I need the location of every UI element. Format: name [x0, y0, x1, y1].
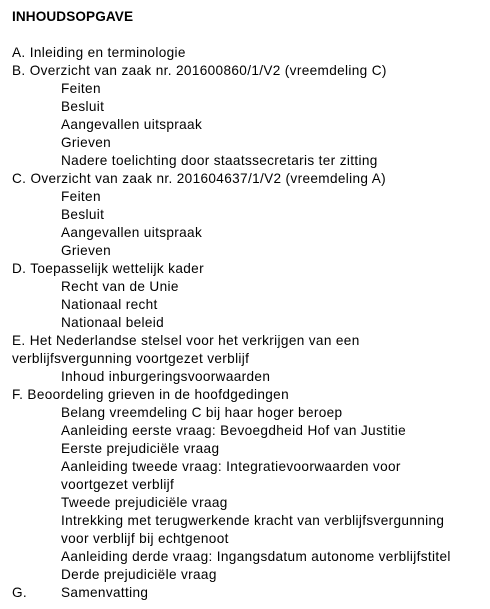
section-title-continuation: verblijfsvergunning voortgezet verblijf [12, 351, 250, 366]
toc-subitem[interactable]: Aangevallen uitspraak [61, 225, 203, 240]
toc-subitem[interactable]: Eerste prejudiciële vraag [61, 441, 220, 456]
toc-subitem[interactable]: Besluit [61, 207, 105, 222]
section-letter: F. [12, 387, 24, 402]
toc-subitem[interactable]: Aanleiding tweede vraag: Integratievoorwaarden voor [61, 459, 401, 474]
toc-subitem[interactable]: Feiten [61, 81, 101, 96]
section-title: Overzicht van zaak nr. 201600860/1/V2 (vreemdeling C) [29, 63, 387, 78]
toc-subitem[interactable]: Aanleiding eerste vraag: Bevoegdheid Hof van Justitie [61, 423, 407, 438]
toc-subitem[interactable]: Nadere toelichting door staatssecretaris ter zitting [61, 153, 378, 168]
section-title: Samenvatting [61, 585, 149, 600]
section-letter: D. [12, 261, 27, 276]
toc-subitem[interactable]: Recht van de Unie [61, 279, 179, 294]
toc-section-b[interactable] [12, 62, 488, 80]
table-of-contents [12, 44, 488, 602]
toc-subitem[interactable]: Intrekking met terugwerkende kracht van verblijfsvergunning [61, 513, 445, 528]
toc-subitem[interactable]: Besluit [61, 99, 105, 114]
toc-subitem[interactable]: Aangevallen uitspraak [61, 117, 203, 132]
toc-subitem-continuation: voortgezet verblijf [61, 477, 175, 492]
toc-subitem[interactable]: Feiten [61, 189, 101, 204]
section-letter: G. [12, 585, 28, 600]
toc-subitem[interactable]: Nationaal beleid [61, 315, 165, 330]
toc-section-a[interactable] [12, 44, 488, 62]
toc-section-d[interactable] [12, 260, 488, 278]
toc-subitem[interactable]: Tweede prejudiciële vraag [61, 495, 228, 510]
toc-subitem[interactable]: Grieven [61, 243, 112, 258]
section-title: Beoordeling grieven in de hoofdgedingen [27, 387, 289, 402]
toc-section-g[interactable] [12, 584, 488, 602]
toc-title: INHOUDSOPGAVE [12, 9, 134, 24]
toc-subitem[interactable]: Aanleiding derde vraag: Ingangsdatum autonome verblijfstitel [61, 549, 451, 564]
section-letter: E. [12, 333, 26, 348]
section-letter: B. [12, 63, 26, 78]
section-title: Overzicht van zaak nr. 201604637/1/V2 (vreemdeling A) [30, 171, 387, 186]
toc-section-e[interactable] [12, 332, 488, 350]
toc-subitem[interactable]: Derde prejudiciële vraag [61, 567, 217, 582]
toc-subitem[interactable]: Grieven [61, 135, 112, 150]
section-title: Inleiding en terminologie [29, 45, 186, 60]
toc-subitem[interactable]: Nationaal recht [61, 297, 158, 312]
toc-section-c[interactable] [12, 170, 488, 188]
toc-section-f[interactable] [12, 386, 488, 404]
section-title: Toepasselijk wettelijk kader [30, 261, 204, 276]
toc-subitem[interactable]: Belang vreemdeling C bij haar hoger beroep [61, 405, 343, 420]
toc-subitem[interactable]: Inhoud inburgeringsvoorwaarden [61, 369, 271, 384]
section-title: Het Nederlandse stelsel voor het verkrijgen van een [29, 333, 360, 348]
section-letter: C. [12, 171, 27, 186]
section-letter: A. [12, 45, 26, 60]
toc-subitem-continuation: voor verblijf bij echtgenoot [61, 531, 229, 546]
